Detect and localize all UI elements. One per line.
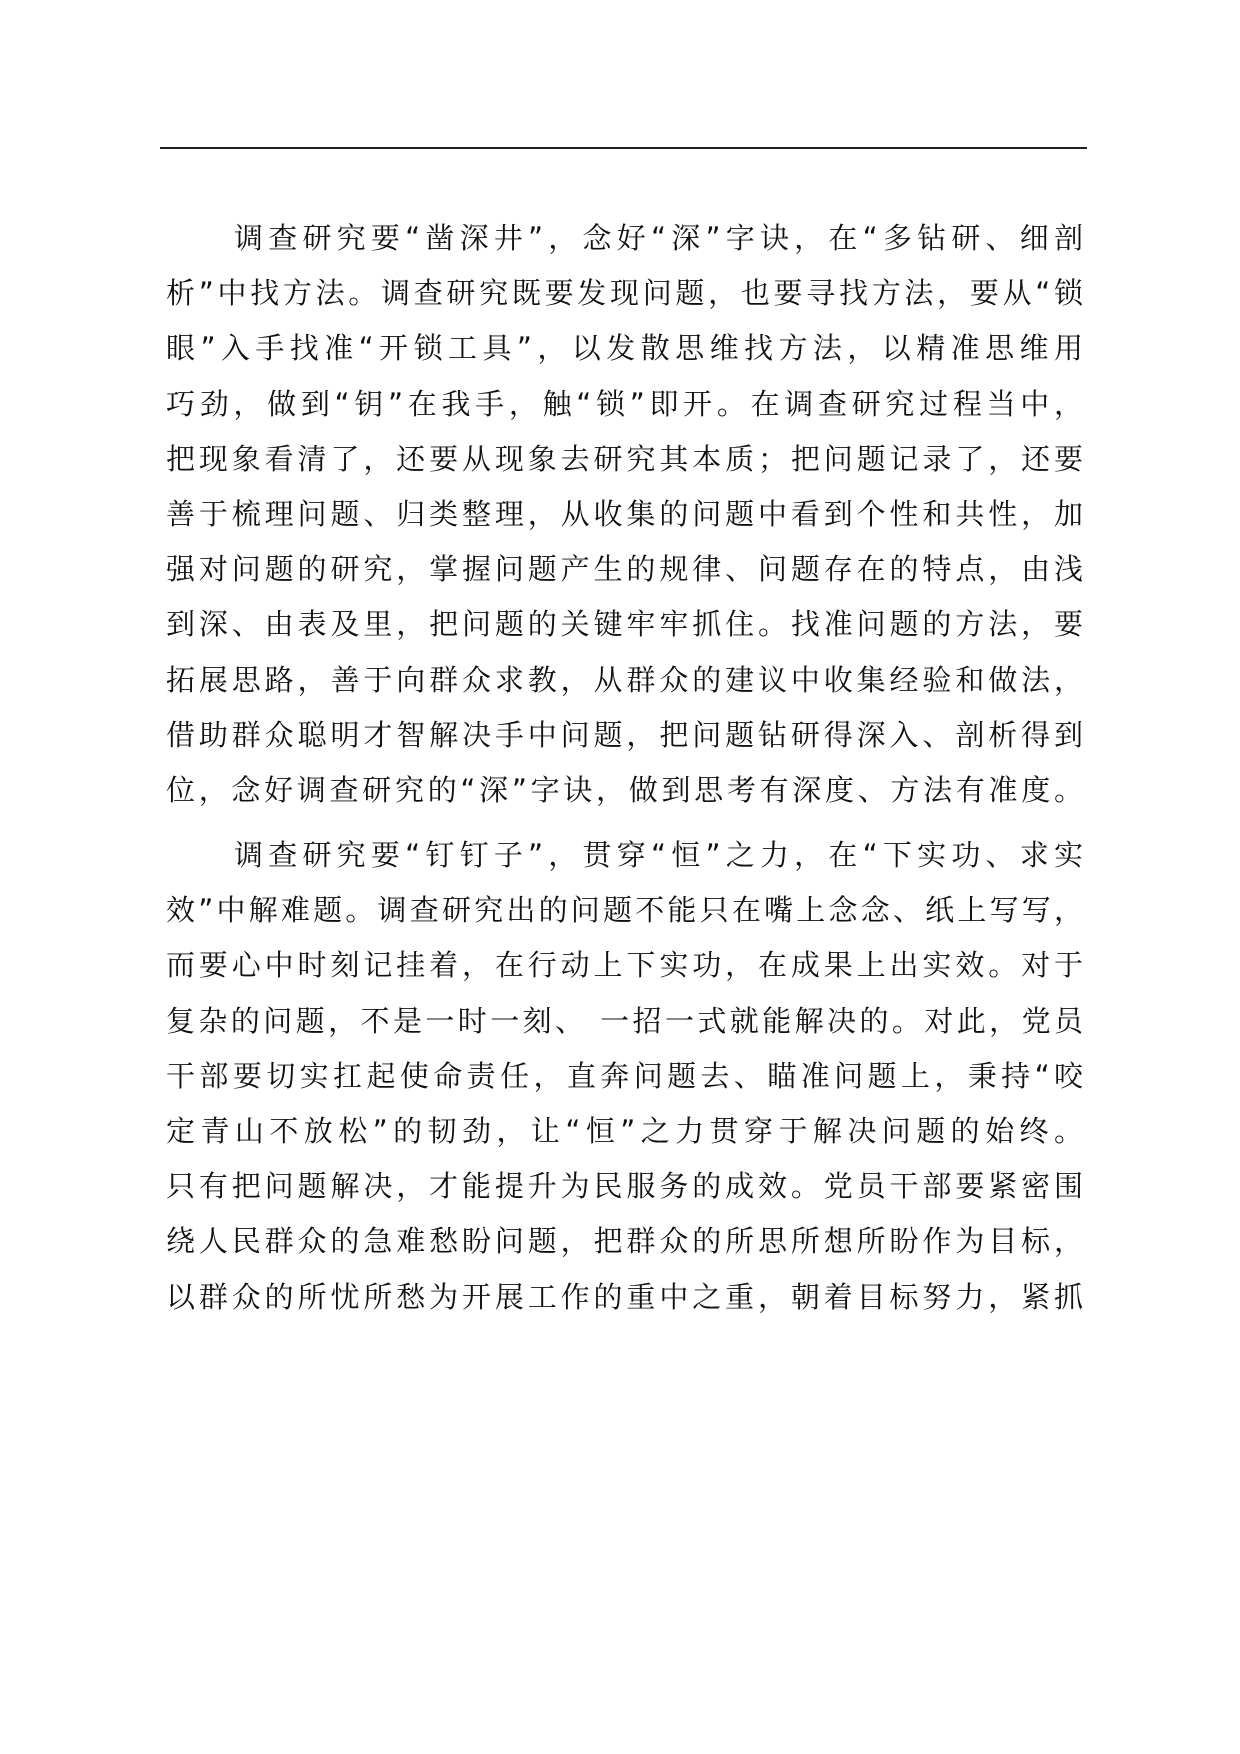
text-line: 定青山不放松”的韧劲，让“恒”之力贯穿于解决问题的始终。 xyxy=(166,1114,1083,1148)
text-line: 干部要切实扛起使命责任，直奔问题去、瞄准问题上，秉持“咬 xyxy=(166,1058,1083,1093)
body-text xyxy=(166,222,1083,1336)
text-line: 强对问题的研究，掌握问题产生的规律、问题存在的特点，由浅 xyxy=(166,552,1083,587)
text-line: 拓展思路，善于向群众求教，从群众的建议中收集经验和做法， xyxy=(166,662,1083,697)
text-line: 析”中找方法。调查研究既要发现问题，也要寻找方法，要从“锁 xyxy=(166,276,1083,311)
text-line: 以群众的所忧所愁为开展工作的重中之重，朝着目标努力，紧抓 xyxy=(166,1279,1083,1314)
paragraph-2 xyxy=(166,839,1083,1336)
text-line: 借助群众聪明才智解决手中问题，把问题钻研得深入、剖析得到 xyxy=(166,717,1083,752)
text-line: 只有把问题解决，才能提升为民服务的成效。党员干部要紧密围 xyxy=(166,1169,1083,1204)
text-line: 调查研究要“凿深井”，念好“深”字诀，在“多钻研、细剖 xyxy=(234,221,1083,255)
text-line: 到深、由表及里，把问题的关键牢牢抓住。找准问题的方法，要 xyxy=(166,607,1083,642)
text-line: 效”中解难题。调查研究出的问题不能只在嘴上念念、纸上写写， xyxy=(166,893,1083,928)
text-line: 把现象看清了，还要从现象去研究其本质；把问题记录了，还要 xyxy=(166,441,1083,476)
text-line: 巧劲，做到“钥”在我手，触“锁”即开。在调查研究过程当中， xyxy=(166,386,1083,421)
text-line: 调查研究要“钉钉子”，贯穿“恒”之力，在“下实功、求实 xyxy=(234,838,1083,873)
text-line: 绕人民群众的急难愁盼问题，把群众的所思所想所盼作为目标， xyxy=(166,1224,1083,1259)
header-rule xyxy=(160,147,1087,149)
text-line: 位，念好调查研究的“深”字诀，做到思考有深度、方法有准度。 xyxy=(166,772,1083,807)
text-line: 而要心中时刻记挂着，在行动上下实功，在成果上出实效。对于 xyxy=(166,948,1083,983)
text-line: 善于梳理问题、归类整理，从收集的问题中看到个性和共性，加 xyxy=(166,496,1083,531)
text-line: 复杂的问题，不是一时一刻、 一招一式就能解决的。对此，党员 xyxy=(166,1003,1083,1038)
text-line: 眼”入手找准“开锁工具”，以发散思维找方法，以精准思维用 xyxy=(166,331,1083,366)
paragraph-1 xyxy=(166,222,1083,829)
